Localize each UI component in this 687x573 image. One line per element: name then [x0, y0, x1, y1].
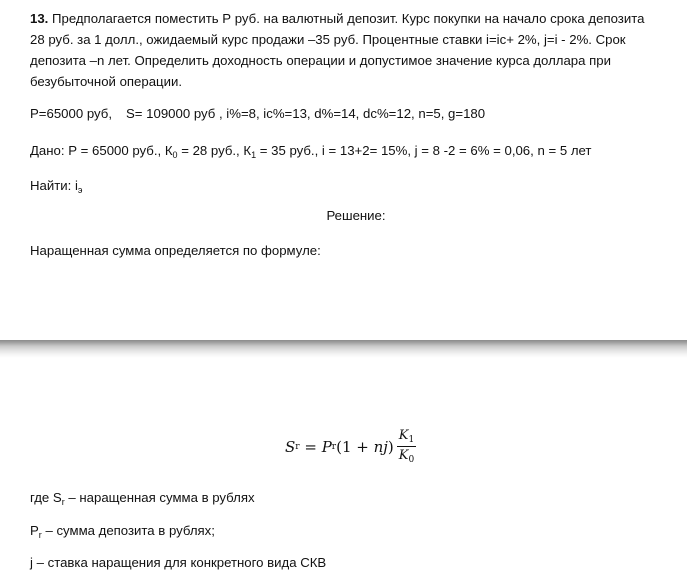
- formula-lhs-sub: r: [295, 441, 300, 452]
- given-prefix: Дано: Р = 65000 руб., К: [30, 143, 173, 158]
- given-line: [30, 140, 591, 166]
- given-mid: = 28 руб., К: [177, 143, 252, 158]
- formula-paren-open: (1 +: [336, 437, 374, 456]
- page-break-separator: [0, 340, 687, 358]
- formula-fraction: [397, 428, 416, 465]
- formula-paren-close: ): [387, 437, 394, 456]
- problem-text: Предполагается поместить Р руб. на валютный депозит. Курс покупки на начало срока депозита 28 руб. за 1 долл., ожидаемый курс продажи –35 руб. Процентные ставки i=ic+ 2%, j=i - 2%. Срок депозита –n лет. Определить доходность операции и допустимое значение курса доллара при безубыточной операции.: [30, 11, 645, 89]
- problem-number: 13.: [30, 11, 49, 26]
- formula-p-sub: r: [331, 441, 337, 452]
- definition-pr: [30, 520, 215, 546]
- values-line: [30, 103, 485, 124]
- def-text: – наращенная сумма в рублях: [64, 490, 255, 505]
- formula-lhs: S: [285, 437, 296, 456]
- fraction-numerator: [397, 428, 416, 447]
- def-subscript: r: [38, 530, 42, 540]
- accrued-sum-formula: [285, 428, 416, 465]
- k1-subscript: 1: [251, 150, 257, 160]
- formula-eq: =: [299, 437, 322, 456]
- denominator-sub: 0: [408, 455, 415, 465]
- def-symbol: P: [30, 523, 39, 538]
- definition-sr: [30, 487, 255, 513]
- problem-statement: [30, 8, 660, 92]
- values-part1: P=65000 руб,: [30, 106, 112, 121]
- formula-nj: nj: [373, 437, 388, 456]
- find-label: Найти: i: [30, 178, 78, 193]
- numerator-k: K: [398, 428, 409, 443]
- def-text: – ставка наращения для конкретного вида СКВ: [32, 555, 327, 570]
- fraction-denominator: [397, 447, 416, 465]
- def-symbol: j: [30, 555, 33, 570]
- find-subscript: э: [77, 185, 83, 195]
- def-text: – сумма депозита в рублях;: [41, 523, 215, 538]
- def-subscript: r: [61, 497, 65, 507]
- numerator-sub: 1: [408, 435, 415, 445]
- formula-p: P: [321, 437, 332, 456]
- definition-j: [30, 552, 326, 573]
- values-part2: S= 109000 руб , i%=8, ic%=13, d%=14, dc%=12, n=5, g=180: [125, 106, 486, 121]
- find-line: [30, 175, 82, 201]
- def-symbol: где S: [30, 490, 62, 505]
- denominator-k: K: [398, 448, 409, 463]
- given-suffix: = 35 руб., i = 13+2= 15%, j = 8 -2 = 6% = 0,06, n = 5 лет: [256, 143, 592, 158]
- k0-subscript: 0: [172, 150, 178, 160]
- formula-intro: Наращенная сумма определяется по формуле:: [30, 243, 321, 258]
- solution-heading: Решение:: [326, 208, 386, 223]
